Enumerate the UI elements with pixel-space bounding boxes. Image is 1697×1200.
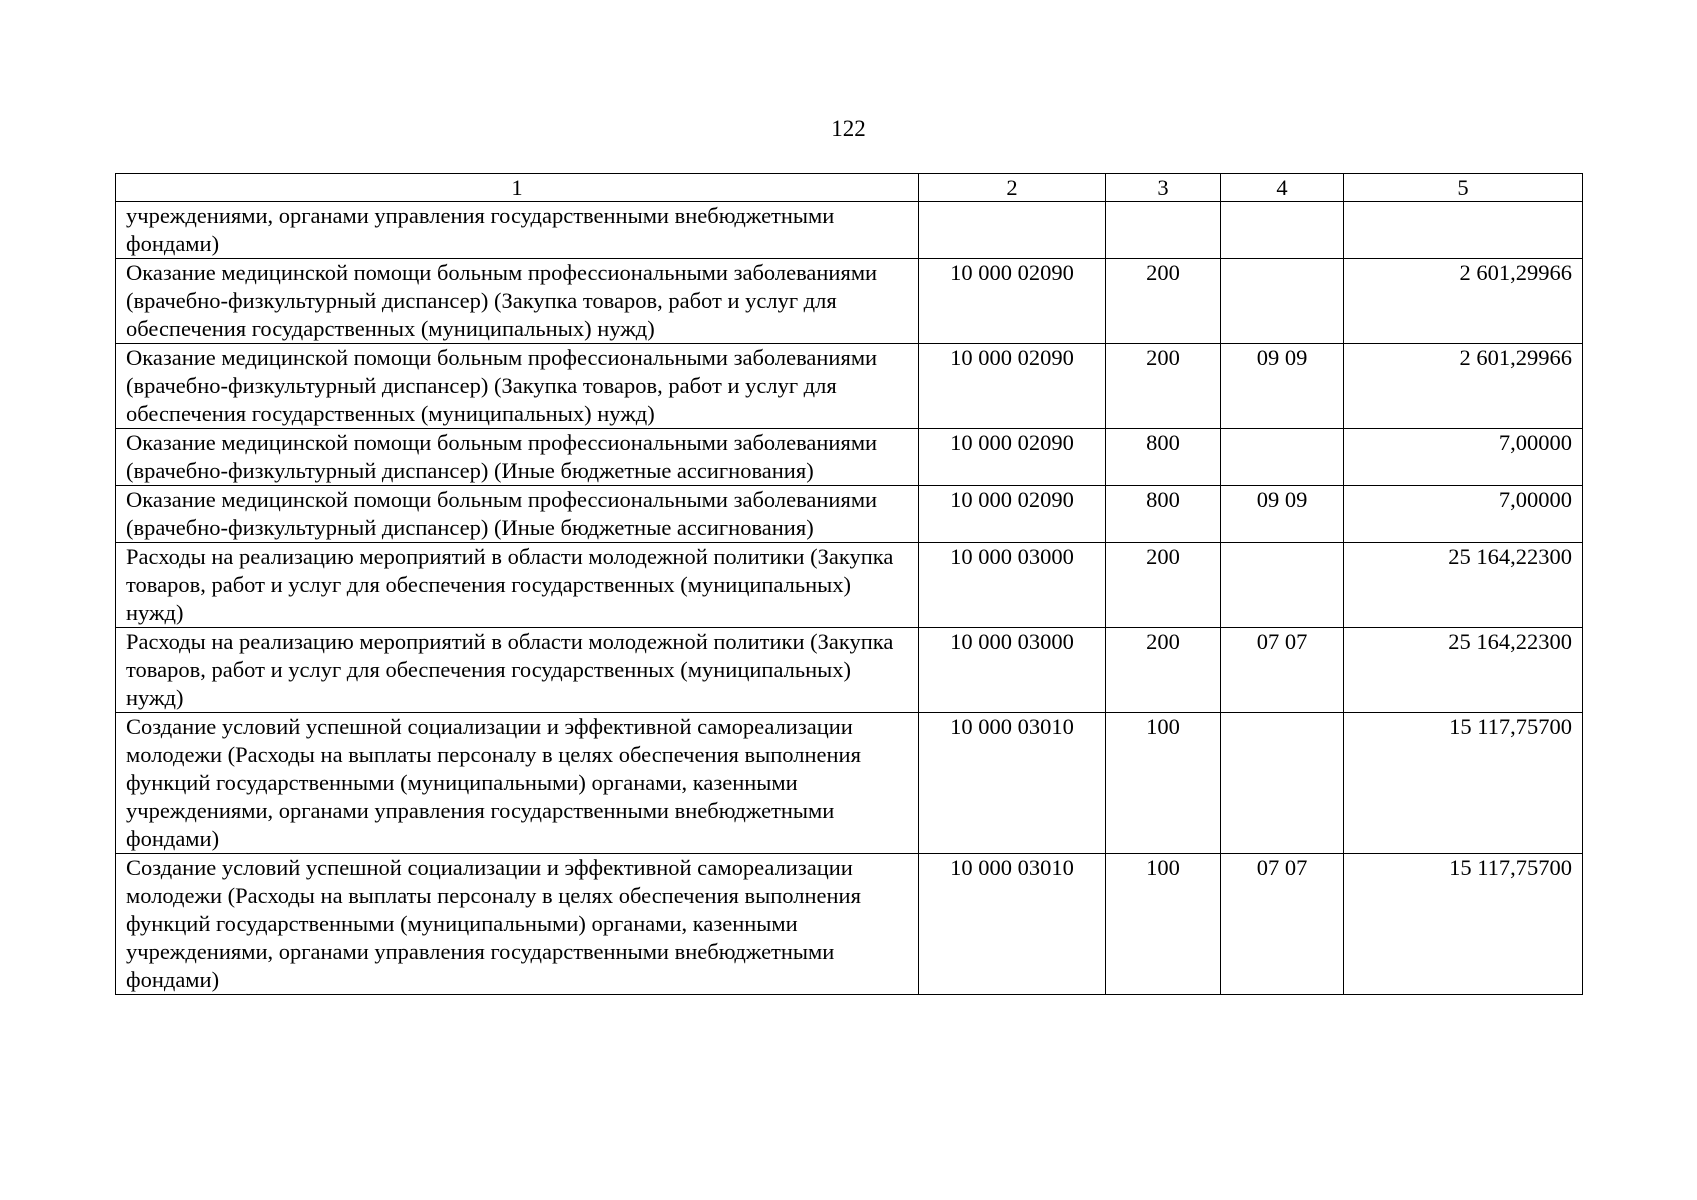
cell-code: 10 000 02090 xyxy=(919,486,1106,543)
cell-sum xyxy=(1344,202,1583,259)
header-col-2: 2 xyxy=(919,174,1106,202)
cell-type: 200 xyxy=(1106,344,1221,429)
cell-section xyxy=(1221,543,1344,628)
cell-sum: 25 164,22300 xyxy=(1344,628,1583,713)
cell-section xyxy=(1221,713,1344,854)
cell-sum: 2 601,29966 xyxy=(1344,259,1583,344)
cell-code: 10 000 03000 xyxy=(919,628,1106,713)
table-header-row xyxy=(116,174,1583,202)
table-row xyxy=(116,713,1583,854)
header-col-4: 4 xyxy=(1221,174,1344,202)
cell-code: 10 000 02090 xyxy=(919,259,1106,344)
cell-name: Создание условий успешной социализации и эффективной самореализации молодежи (Расходы на выплаты персоналу в целях обеспечения выполнения функций государственными (муниципальными) органами, казенными учреждениями, органами управления государственными внебюджетными фондами) xyxy=(116,854,919,995)
cell-section: 07 07 xyxy=(1221,854,1344,995)
table-row xyxy=(116,202,1583,259)
cell-section: 09 09 xyxy=(1221,344,1344,429)
cell-sum: 15 117,75700 xyxy=(1344,854,1583,995)
budget-table xyxy=(115,173,1583,995)
cell-name: Расходы на реализацию мероприятий в области молодежной политики (Закупка товаров, работ и услуг для обеспечения государственных (муниципальных) нужд) xyxy=(116,628,919,713)
cell-type: 800 xyxy=(1106,429,1221,486)
header-col-3: 3 xyxy=(1106,174,1221,202)
cell-code: 10 000 03010 xyxy=(919,713,1106,854)
cell-name: учреждениями, органами управления государственными внебюджетными фондами) xyxy=(116,202,919,259)
table-row xyxy=(116,429,1583,486)
cell-section xyxy=(1221,259,1344,344)
header-col-5: 5 xyxy=(1344,174,1583,202)
cell-section xyxy=(1221,429,1344,486)
cell-name: Оказание медицинской помощи больным профессиональными заболеваниями (врачебно-физкультурный диспансер) (Закупка товаров, работ и услуг для обеспечения государственных (муниципальных) нужд) xyxy=(116,344,919,429)
cell-code: 10 000 02090 xyxy=(919,344,1106,429)
cell-name: Оказание медицинской помощи больным профессиональными заболеваниями (врачебно-физкультурный диспансер) (Иные бюджетные ассигнования) xyxy=(116,429,919,486)
cell-type: 200 xyxy=(1106,628,1221,713)
cell-type: 800 xyxy=(1106,486,1221,543)
table-row xyxy=(116,344,1583,429)
table-row xyxy=(116,628,1583,713)
cell-section: 09 09 xyxy=(1221,486,1344,543)
cell-name: Создание условий успешной социализации и эффективной самореализации молодежи (Расходы на выплаты персоналу в целях обеспечения выполнения функций государственными (муниципальными) органами, казенными учреждениями, органами управления государственными внебюджетными фондами) xyxy=(116,713,919,854)
cell-type: 200 xyxy=(1106,543,1221,628)
cell-section xyxy=(1221,202,1344,259)
cell-sum: 15 117,75700 xyxy=(1344,713,1583,854)
cell-sum: 7,00000 xyxy=(1344,486,1583,543)
cell-code xyxy=(919,202,1106,259)
cell-type: 100 xyxy=(1106,713,1221,854)
table-row xyxy=(116,854,1583,995)
cell-name: Расходы на реализацию мероприятий в области молодежной политики (Закупка товаров, работ и услуг для обеспечения государственных (муниципальных) нужд) xyxy=(116,543,919,628)
cell-code: 10 000 03010 xyxy=(919,854,1106,995)
cell-name: Оказание медицинской помощи больным профессиональными заболеваниями (врачебно-физкультурный диспансер) (Иные бюджетные ассигнования) xyxy=(116,486,919,543)
cell-code: 10 000 03000 xyxy=(919,543,1106,628)
header-col-1: 1 xyxy=(116,174,919,202)
cell-section: 07 07 xyxy=(1221,628,1344,713)
cell-sum: 2 601,29966 xyxy=(1344,344,1583,429)
cell-type: 100 xyxy=(1106,854,1221,995)
cell-type: 200 xyxy=(1106,259,1221,344)
cell-name: Оказание медицинской помощи больным профессиональными заболеваниями (врачебно-физкультурный диспансер) (Закупка товаров, работ и услуг для обеспечения государственных (муниципальных) нужд) xyxy=(116,259,919,344)
table-row xyxy=(116,259,1583,344)
cell-sum: 25 164,22300 xyxy=(1344,543,1583,628)
cell-type xyxy=(1106,202,1221,259)
cell-code: 10 000 02090 xyxy=(919,429,1106,486)
table-row xyxy=(116,486,1583,543)
cell-sum: 7,00000 xyxy=(1344,429,1583,486)
page-number: 122 xyxy=(831,116,866,141)
table-row xyxy=(116,543,1583,628)
